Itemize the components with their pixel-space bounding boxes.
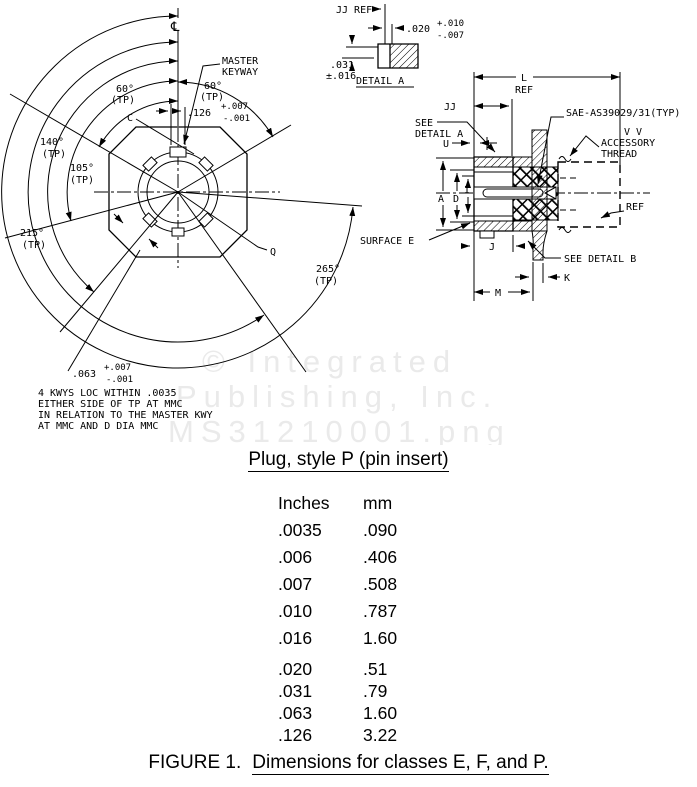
dim-u-label: U bbox=[443, 139, 450, 150]
angle-60-left-label: 60° bbox=[116, 84, 135, 95]
dim-031-value: .031 bbox=[330, 60, 355, 71]
inches-value: .016 bbox=[278, 628, 313, 648]
vv-label-line3: THREAD bbox=[601, 149, 638, 160]
jj-ref-label: JJ REF bbox=[336, 5, 373, 16]
keyway-bottom bbox=[172, 228, 184, 236]
table-header-row bbox=[278, 490, 397, 517]
accessory-inner-dashes bbox=[560, 178, 576, 210]
dim-020-minus: -.007 bbox=[437, 31, 465, 41]
angle-105-label: 105° bbox=[70, 163, 95, 174]
mm-value: .79 bbox=[363, 681, 388, 701]
angle-265-label: 265° bbox=[316, 264, 341, 275]
radial-265 bbox=[178, 192, 362, 206]
dim-126-minus: -.001 bbox=[223, 114, 251, 124]
detail-a-hatch bbox=[390, 44, 418, 68]
inches-value: .031 bbox=[278, 681, 313, 701]
dim-i-label: I bbox=[464, 185, 471, 196]
figure-caption bbox=[0, 752, 697, 774]
centerline-symbol: ℄ bbox=[171, 20, 180, 35]
ref-right-label: REF bbox=[626, 202, 645, 213]
mm-value: .787 bbox=[363, 601, 398, 621]
vv-label-line2: ACCESSORY bbox=[601, 138, 656, 149]
dim-031-tolerance: ±.016 bbox=[326, 71, 357, 82]
table-row bbox=[278, 724, 397, 746]
see-detail-b-label: SEE DETAIL B bbox=[564, 254, 637, 265]
detail-a-view bbox=[326, 4, 464, 87]
inches-value: .007 bbox=[278, 574, 313, 594]
dim-l-ref: REF bbox=[515, 85, 534, 96]
surface-e-label: SURFACE E bbox=[360, 236, 415, 247]
vv-label-line1: V V bbox=[624, 127, 643, 138]
conversion-table bbox=[278, 490, 397, 746]
inches-value: .010 bbox=[278, 601, 313, 621]
table-group-dimensions bbox=[278, 658, 397, 746]
mm-value: .51 bbox=[363, 659, 388, 679]
master-keyway-leader bbox=[184, 64, 223, 144]
mounting-flange bbox=[532, 130, 547, 231]
dim-126-plus: +.007 bbox=[221, 102, 249, 112]
watermark bbox=[168, 344, 511, 445]
table-row bbox=[278, 571, 397, 598]
col-header-mm: mm bbox=[363, 493, 393, 513]
shell-tab bbox=[480, 231, 494, 238]
dim-l-label: L bbox=[521, 73, 528, 84]
flange-foot bbox=[532, 231, 547, 260]
see-detail-a-line1: SEE bbox=[415, 118, 434, 129]
mm-value: 3.22 bbox=[363, 725, 398, 745]
mm-value: 1.60 bbox=[363, 628, 398, 648]
shell-top-wall bbox=[474, 157, 532, 167]
q-label: Q bbox=[270, 247, 277, 258]
inches-value: .063 bbox=[278, 703, 313, 723]
vv-leader bbox=[570, 136, 599, 156]
dim-063-value: .063 bbox=[72, 369, 97, 380]
sae-label: SAE-AS39029/31(TYP) bbox=[566, 108, 681, 119]
thread-squiggle-top bbox=[559, 157, 571, 162]
note-line3: IN RELATION TO THE MASTER KWY bbox=[38, 410, 213, 421]
dim-k-label: K bbox=[564, 273, 571, 284]
angle-60-right-tp: (TP) bbox=[200, 92, 225, 103]
dim-063-minus: -.001 bbox=[106, 375, 134, 385]
section-view bbox=[360, 72, 680, 301]
watermark-line1: © Integrated bbox=[202, 344, 458, 379]
table-row bbox=[278, 658, 397, 680]
mm-value: 1.60 bbox=[363, 703, 398, 723]
surface-e-leader bbox=[429, 223, 470, 240]
master-keyway-label-line1: MASTER bbox=[222, 56, 259, 67]
watermark-line3: MS31210001.png bbox=[168, 414, 511, 445]
angle-215-tp: (TP) bbox=[22, 240, 47, 251]
dim-126-value: .126 bbox=[187, 108, 212, 119]
angle-140-label: 140° bbox=[40, 137, 65, 148]
table-group-tolerances bbox=[278, 517, 397, 652]
dim-020-value: .020 bbox=[406, 24, 431, 35]
table-row bbox=[278, 517, 397, 544]
mm-value: .508 bbox=[363, 574, 398, 594]
figure-subtitle bbox=[0, 449, 697, 471]
figure-subtitle-text: Plug, style P (pin insert) bbox=[248, 449, 449, 470]
dim-j-label: J bbox=[489, 242, 496, 253]
angle-60-right-label: 60° bbox=[204, 81, 223, 92]
table-row bbox=[278, 680, 397, 702]
table-row bbox=[278, 544, 397, 571]
table-row bbox=[278, 625, 397, 652]
table-row bbox=[278, 598, 397, 625]
master-keyway bbox=[170, 147, 186, 157]
mm-value: .090 bbox=[363, 520, 398, 540]
radial-140 bbox=[60, 192, 178, 332]
see-detail-a-line2: DETAIL A bbox=[415, 129, 464, 140]
inches-value: .0035 bbox=[278, 520, 322, 540]
table-row bbox=[278, 702, 397, 724]
angle-215-label: 215° bbox=[20, 228, 45, 239]
shell-bottom-wall bbox=[474, 221, 532, 231]
q-leader-line bbox=[178, 192, 267, 250]
dim-031-ticks bbox=[342, 47, 378, 58]
dim-063-arrow-2 bbox=[149, 239, 158, 248]
dim-m-label: M bbox=[495, 288, 502, 299]
dim-063-arrow-1 bbox=[114, 214, 123, 223]
note-line1: 4 KWYS LOC WITHIN .0035 bbox=[38, 388, 177, 399]
ref-right-leader bbox=[601, 211, 624, 218]
inches-value: .006 bbox=[278, 547, 313, 567]
note-line4: AT MMC AND D DIA MMC bbox=[38, 421, 159, 432]
watermark-line2: Publishing, Inc. bbox=[176, 379, 499, 414]
angle-105-tp: (TP) bbox=[70, 175, 95, 186]
dim-a-label: A bbox=[438, 194, 445, 205]
col-header-inches: Inches bbox=[278, 493, 330, 513]
inches-value: .126 bbox=[278, 725, 313, 745]
radial-60-right bbox=[178, 125, 291, 192]
caption-text: Dimensions for classes E, F, and P. bbox=[252, 752, 549, 773]
dim-020-plus: +.010 bbox=[437, 19, 465, 29]
dim-063-leader bbox=[68, 250, 140, 371]
thread-squiggle-bottom bbox=[559, 228, 571, 233]
c-label: C bbox=[127, 113, 134, 124]
angle-265-tp: (TP) bbox=[314, 276, 339, 287]
caption-prefix: FIGURE 1. bbox=[148, 752, 242, 773]
mm-value: .406 bbox=[363, 547, 398, 567]
detail-a-title: DETAIL A bbox=[356, 76, 405, 87]
dim-d-label: D bbox=[453, 194, 460, 205]
accessory-ref-outline bbox=[558, 162, 620, 227]
master-keyway-label-line2: KEYWAY bbox=[222, 67, 259, 78]
angle-140-tp: (TP) bbox=[42, 149, 67, 160]
note-line2: EITHER SIDE OF TP AT MMC bbox=[38, 399, 183, 410]
inches-value: .020 bbox=[278, 659, 313, 679]
dim-063-plus: +.007 bbox=[104, 363, 132, 373]
dim-k-extensions bbox=[533, 263, 543, 283]
angle-60-left-tp: (TP) bbox=[111, 95, 136, 106]
dim-jj-label: JJ bbox=[444, 102, 457, 113]
arc-60-left bbox=[99, 101, 178, 147]
